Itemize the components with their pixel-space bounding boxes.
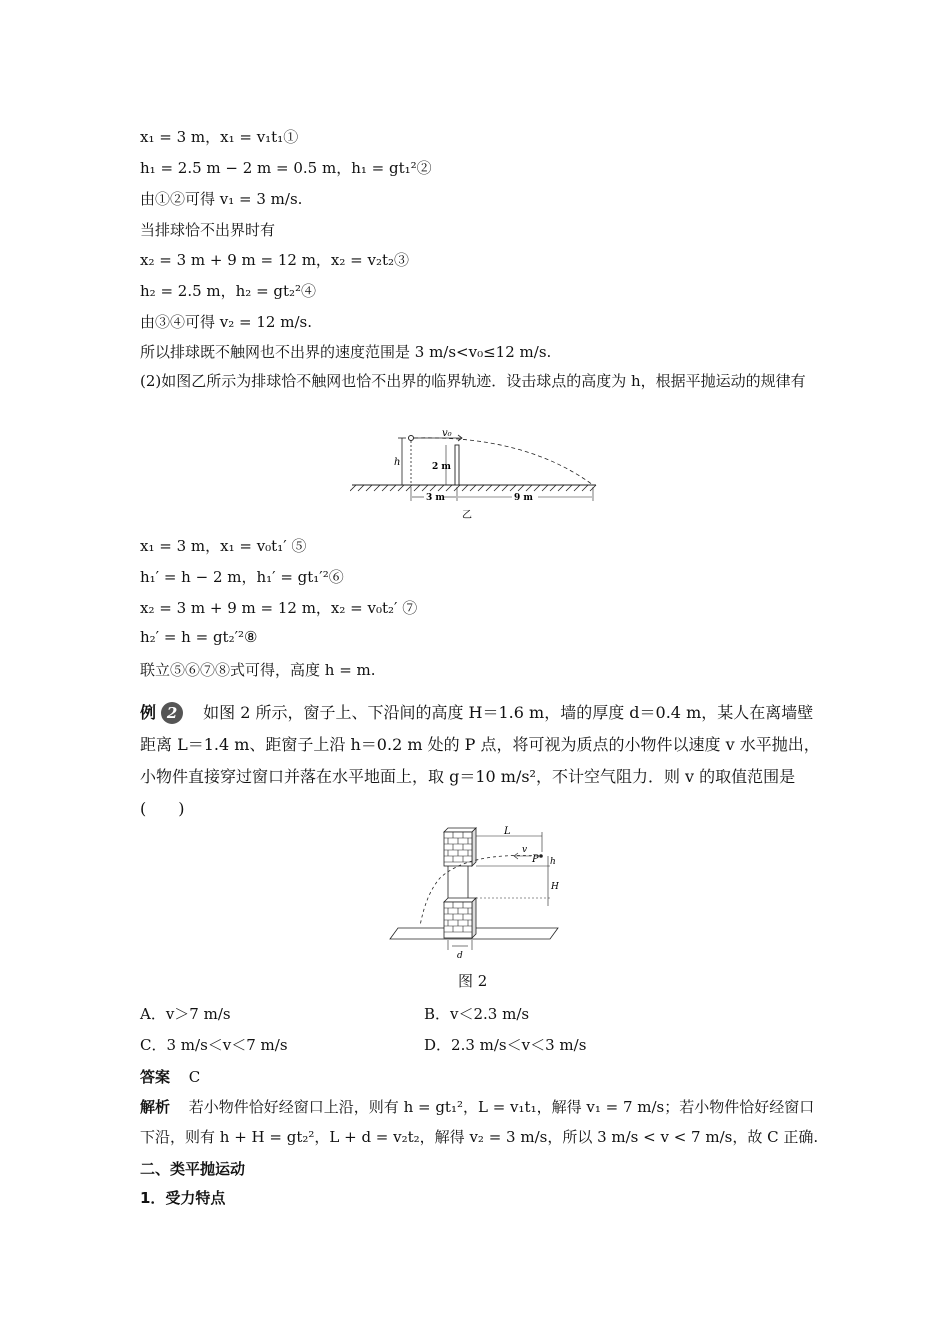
example-block [140,697,820,825]
figure-yi [350,425,600,520]
example-text: 如图 2 所示，窗子上、下沿间的高度 H＝1.6 m，墙的厚度 d＝0.4 m，某人在离墙壁距离 L＝1.4 m、距窗子上沿 h＝0.2 m 处的 P 点，将可视为质点的小物件以速度 v 水平抛出，小物件直接穿过窗口并落在水平地面上，取 g＝10 m/s²，不计空气阻力．则 v 的取值范围是( ) [140,703,820,818]
analysis-label: 解析 [140,1098,171,1116]
figure-2-caption: 图 2 [458,972,488,990]
label-3m: 3 m [426,493,445,503]
option-d[interactable]: D．2.3 m/s＜v＜3 m/s [424,1036,587,1054]
solution-line: 当排球恰不出界时有 [140,221,276,239]
fig2-label-P: P [532,854,539,865]
lower-wall-block [444,898,476,938]
option-b[interactable]: B．v＜2.3 m/s [424,1005,530,1023]
solution-line: x₂ = 3 m + 9 m = 12 m，x₂ = v₂t₂③ [140,251,410,269]
solution-line: h₁ = 2.5 m − 2 m = 0.5 m，h₁ = gt₁²② [140,159,432,177]
option-a[interactable]: A．v＞7 m/s [140,1005,231,1023]
section-heading: 二、类平抛运动 [140,1160,246,1178]
solution-line: 所以排球既不触网也不出界的速度范围是 3 m/s<v₀≤12 m/s. [140,343,552,361]
solution-line: x₂ = 3 m + 9 m = 12 m，x₂ = v₀t₂′ ⑦ [140,599,418,617]
label-net-height: 2 m [432,462,451,472]
label-9m: 9 m [514,493,533,503]
solution-line: h₂ = 2.5 m，h₂ = gt₂²④ [140,282,317,300]
subheading: 1．受力特点 [140,1189,226,1207]
solution-line: 联立⑤⑥⑦⑧式可得，高度 h = m. [140,661,376,679]
label-h: h [394,457,401,468]
example-number-badge: 2 [161,702,183,724]
option-c[interactable]: C．3 m/s＜v＜7 m/s [140,1036,288,1054]
figure-2 [388,822,562,962]
answer-line [140,1066,200,1087]
fig2-label-H: H [551,882,559,892]
solution-line: x₁ = 3 m，x₁ = v₁t₁① [140,128,299,146]
solution-line: h₁′ = h − 2 m，h₁′ = gt₁′²⑥ [140,568,344,586]
fig2-label-L: L [504,826,511,837]
solution-line: h₂′ = h = gt₂′²⑧ [140,628,258,646]
answer-label: 答案 [140,1068,171,1086]
upper-wall-block [444,828,476,866]
example-label: 例 [140,703,157,722]
fig2-label-d: d [457,951,463,961]
figure-caption-yi: 乙 [462,510,472,520]
analysis-text: 若小物件恰好经窗口上沿，则有 h = gt₁²，L = v₁t₁，解得 v₁ = 7 m/s；若小物件恰好经窗口下沿，则有 h + H = gt₂²，L + d = v₂t₂，解得 v₂ = 3 m/s，所以 3 m/s < v < 7 m/s，故 C 正确. [140,1098,819,1146]
solution-line: x₁ = 3 m，x₁ = v₀t₁′ ⑤ [140,537,307,555]
paragraph-2: (2)如图乙所示为排球恰不触网也恰不出界的临界轨迹．设击球点的高度为 h，根据平抛运动的规律有 [140,372,806,390]
fig2-label-h: h [550,857,556,867]
label-v0: v₀ [442,428,452,439]
solution-line: 由①②可得 v₁ = 3 m/s. [140,190,303,208]
answer-value: C [188,1068,201,1086]
solution-line: 由③④可得 v₂ = 12 m/s. [140,313,312,331]
analysis-block [140,1092,820,1152]
fig2-label-v: v [522,845,528,855]
